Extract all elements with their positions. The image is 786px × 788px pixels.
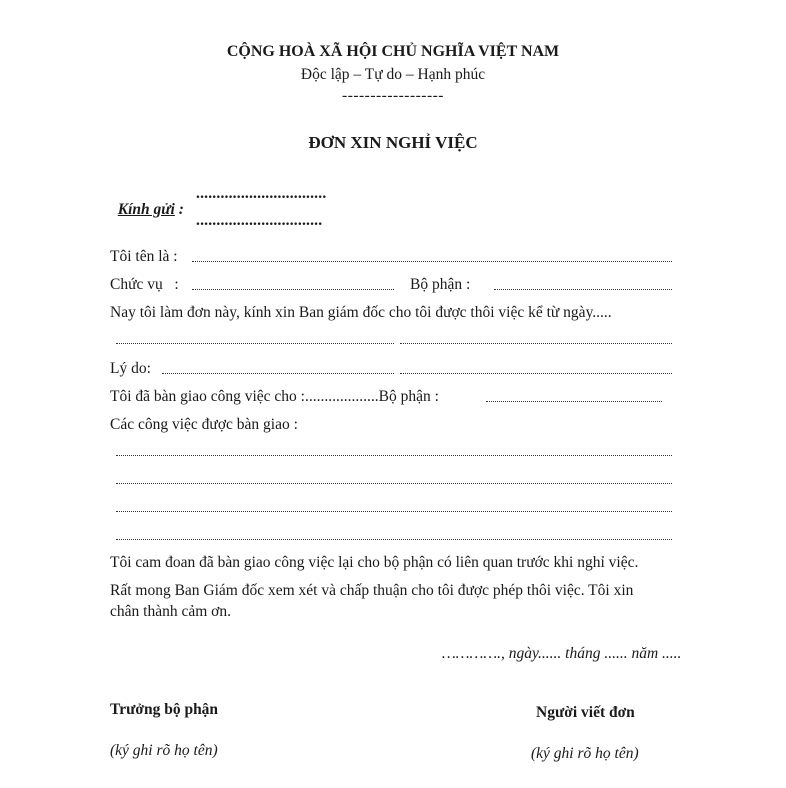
- position-label: Chức vụ :: [110, 276, 179, 293]
- name-dotted-line: [192, 261, 672, 262]
- right-signature-note: (ký ghi rõ họ tên): [531, 745, 639, 762]
- request-text: Nay tôi làm đơn này, kính xin Ban giám đốc cho tôi được thôi việc kể từ ngày.....: [110, 304, 612, 321]
- closing-line-2: chân thành cảm ơn.: [110, 603, 231, 620]
- nation-heading: CỘNG HOÀ XÃ HỘI CHỦ NGHĨA VIỆT NAM: [226, 43, 560, 60]
- right-signature-title: Người viết đơn: [536, 704, 635, 721]
- tasks-dotted-line-1: [116, 455, 672, 456]
- reason-dotted-line-right: [400, 373, 672, 374]
- name-label: Tôi tên là :: [110, 248, 178, 265]
- handover-dots: ...................: [304, 388, 379, 405]
- tasks-label: Các công việc được bàn giao :: [110, 416, 298, 433]
- left-signature-title: Trưởng bộ phận: [110, 701, 219, 718]
- recipient-line-2: ...............................: [196, 212, 323, 229]
- left-signature-note: (ký ghi rõ họ tên): [110, 742, 218, 759]
- reason-dotted-line-left: [162, 373, 394, 374]
- handover-label: Tôi đã bàn giao công việc cho :: [110, 388, 305, 405]
- request-dotted-line-right: [400, 343, 672, 344]
- position-dotted-line: [192, 289, 394, 290]
- tasks-dotted-line-4: [116, 539, 672, 540]
- department-label: Bộ phận :: [410, 276, 471, 293]
- handover-department-label: Bộ phận :: [378, 388, 439, 405]
- document-title: ĐƠN XIN NGHỈ VIỆC: [308, 133, 478, 152]
- recipient-line-1: ................................: [196, 185, 327, 202]
- handover-block: [110, 389, 439, 405]
- recipient-label: Kính gửi: [117, 200, 175, 218]
- date-line: …………., ngày...... tháng ...... năm .....: [442, 645, 682, 662]
- department-dotted-line: [494, 289, 672, 290]
- commitment-text: Tôi cam đoan đã bàn giao công việc lại cho bộ phận có liên quan trước khi nghỉ việc.: [110, 554, 639, 571]
- tasks-dotted-line-2: [116, 483, 672, 484]
- header-separator: ------------------: [342, 87, 444, 104]
- handover-department-dotted-line: [486, 401, 662, 402]
- reason-label: Lý do:: [110, 360, 151, 377]
- request-dotted-line-left: [116, 343, 394, 344]
- motto: Độc lập – Tự do – Hạnh phúc: [300, 66, 486, 83]
- tasks-dotted-line-3: [116, 511, 672, 512]
- recipient-block: [110, 186, 184, 217]
- recipient-colon: :: [174, 200, 184, 218]
- closing-line-1: Rất mong Ban Giám đốc xem xét và chấp thuận cho tôi được phép thôi việc. Tôi xin: [110, 582, 634, 599]
